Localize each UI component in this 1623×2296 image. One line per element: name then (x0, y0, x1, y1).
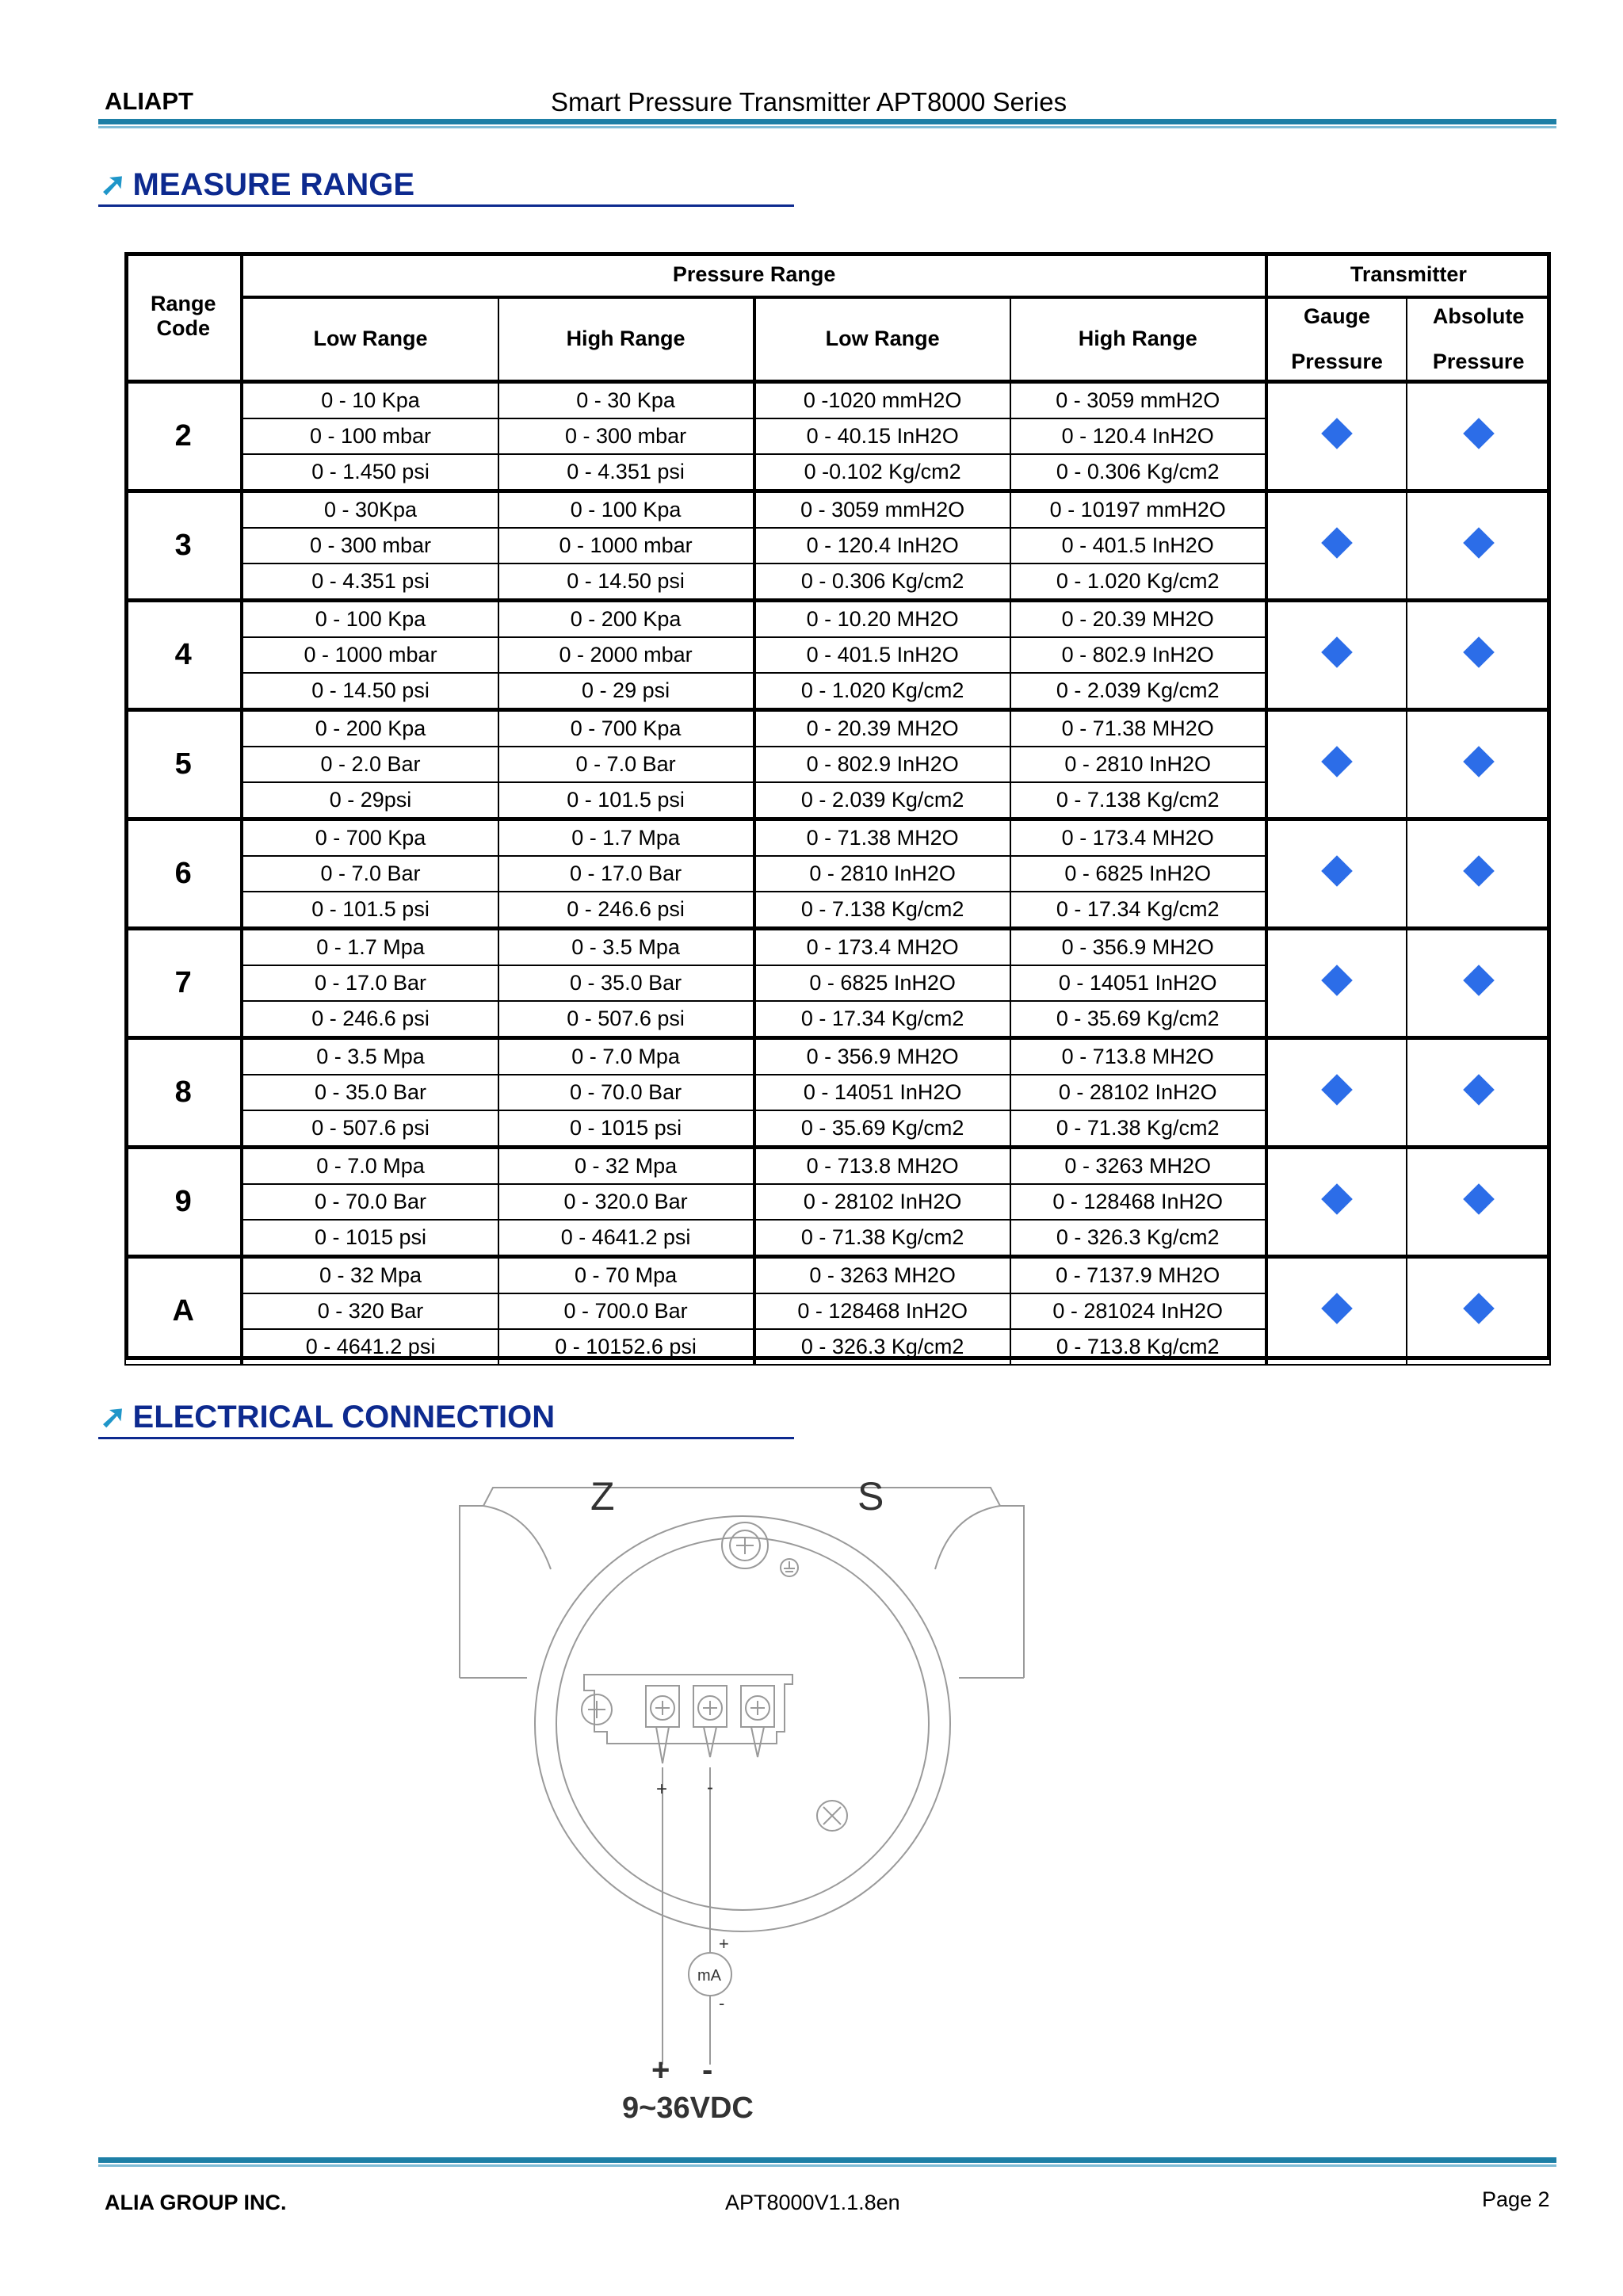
range-value-cell: 0 - 17.0 Bar (498, 856, 754, 892)
absolute-support-cell (1407, 1256, 1550, 1365)
range-value-cell: 0 - 28102 InH2O (1010, 1075, 1266, 1110)
diamond-icon (1463, 965, 1495, 996)
range-value-cell: 0 - 1.7 Mpa (498, 819, 754, 856)
range-value-cell: 0 - 128468 InH2O (754, 1293, 1010, 1329)
range-value-cell: 0 - 120.4 InH2O (754, 528, 1010, 563)
range-value-cell: 0 - 281024 InH2O (1010, 1293, 1266, 1329)
range-value-cell: 0 - 3059 mmH2O (754, 491, 1010, 528)
range-value-cell: 0 - 1000 mbar (242, 637, 498, 673)
gauge-support-cell (1266, 928, 1407, 1037)
range-value-cell: 0 - 35.0 Bar (242, 1075, 498, 1110)
range-value-cell: 0 - 300 mbar (498, 418, 754, 454)
gauge-support-cell (1266, 381, 1407, 491)
diamond-icon (1321, 418, 1353, 449)
section-underline (98, 204, 794, 207)
range-code-cell: 6 (125, 819, 242, 928)
range-value-cell: 0 - 10197 mmH2O (1010, 491, 1266, 528)
absolute-support-cell (1407, 928, 1550, 1037)
range-value-cell: 0 - 326.3 Kg/cm2 (1010, 1220, 1266, 1257)
range-value-cell: 0 - 20.39 MH2O (754, 709, 1010, 747)
range-value-cell: 0 - 128468 InH2O (1010, 1184, 1266, 1220)
range-value-cell: 0 - 32 Mpa (498, 1147, 754, 1184)
zero-adjust-label: Z (590, 1474, 615, 1519)
absolute-pressure-header: Absolute Pressure (1407, 297, 1550, 381)
range-value-cell: 0 - 1.020 Kg/cm2 (754, 673, 1010, 710)
range-value-cell: 0 - 700 Kpa (498, 709, 754, 747)
range-value-cell: 0 - 10152.6 psi (498, 1329, 754, 1365)
table-row (125, 381, 1550, 418)
range-value-cell: 0 - 17.34 Kg/cm2 (754, 1001, 1010, 1038)
arrow-icon: ➚ (100, 1400, 127, 1435)
range-value-cell: 0 - 35.0 Bar (498, 965, 754, 1001)
table-row (125, 1256, 1550, 1293)
absolute-support-cell (1407, 381, 1550, 491)
range-value-cell: 0 - 326.3 Kg/cm2 (754, 1329, 1010, 1365)
table-row (125, 928, 1550, 965)
range-value-cell: 0 - 1.450 psi (242, 454, 498, 491)
absolute-support-cell (1407, 819, 1550, 928)
range-value-cell: 0 - 7.138 Kg/cm2 (754, 892, 1010, 929)
range-code-cell: 7 (125, 928, 242, 1037)
range-value-cell: 0 - 200 Kpa (498, 600, 754, 637)
range-code-header: Range Code (125, 253, 242, 381)
gauge-support-cell (1266, 600, 1407, 709)
range-value-cell: 0 - 320 Bar (242, 1293, 498, 1329)
range-value-cell: 0 - 2810 InH2O (754, 856, 1010, 892)
section-underline (98, 1437, 794, 1439)
range-value-cell: 0 - 7.138 Kg/cm2 (1010, 782, 1266, 819)
range-value-cell: 0 - 101.5 psi (242, 892, 498, 929)
header-title: Smart Pressure Transmitter APT8000 Series (551, 87, 1067, 117)
range-value-cell: 0 - 120.4 InH2O (1010, 418, 1266, 454)
range-value-cell: 0 - 14.50 psi (498, 563, 754, 601)
range-code-cell: 5 (125, 709, 242, 819)
range-value-cell: 0 - 10.20 MH2O (754, 600, 1010, 637)
diamond-icon (1321, 636, 1353, 668)
supply-plus-label: + (651, 2053, 670, 2088)
range-value-cell: 0 - 700.0 Bar (498, 1293, 754, 1329)
range-value-cell: 0 - 17.34 Kg/cm2 (1010, 892, 1266, 929)
ammeter-plus-label: + (719, 1934, 729, 1954)
diamond-icon (1321, 1293, 1353, 1324)
range-value-cell: 0 - 71.38 Kg/cm2 (754, 1220, 1010, 1257)
range-value-cell: 0 - 4.351 psi (498, 454, 754, 491)
footer-rule (98, 2157, 1556, 2163)
arrow-icon: ➚ (100, 167, 127, 202)
range-value-cell: 0 - 7.0 Mpa (242, 1147, 498, 1184)
gauge-pressure-header: Gauge Pressure (1266, 297, 1407, 381)
range-value-cell: 0 - 32 Mpa (242, 1256, 498, 1293)
range-value-cell: 0 - 28102 InH2O (754, 1184, 1010, 1220)
range-value-cell: 0 - 246.6 psi (498, 892, 754, 929)
diamond-icon (1321, 1074, 1353, 1106)
range-value-cell: 0 - 10 Kpa (242, 381, 498, 418)
range-value-cell: 0 - 4641.2 psi (242, 1329, 498, 1365)
diamond-icon (1463, 527, 1495, 559)
range-value-cell: 0 - 14051 InH2O (754, 1075, 1010, 1110)
gauge-support-cell (1266, 709, 1407, 819)
range-value-cell: 0 - 101.5 psi (498, 782, 754, 819)
absolute-support-cell (1407, 600, 1550, 709)
gauge-support-cell (1266, 1037, 1407, 1147)
range-value-cell: 0 - 14.50 psi (242, 673, 498, 710)
diamond-icon (1463, 855, 1495, 887)
span-adjust-label: S (857, 1474, 884, 1519)
table-row (125, 1037, 1550, 1075)
high-range-header: High Range (498, 297, 754, 381)
range-value-cell: 0 - 30Kpa (242, 491, 498, 528)
range-value-cell: 0 - 3.5 Mpa (498, 928, 754, 965)
range-value-cell: 0 - 1.020 Kg/cm2 (1010, 563, 1266, 601)
range-value-cell: 0 - 3263 MH2O (754, 1256, 1010, 1293)
footer-rule-thin (98, 2164, 1556, 2167)
gauge-support-cell (1266, 1256, 1407, 1365)
diamond-icon (1463, 746, 1495, 777)
range-code-cell: 3 (125, 491, 242, 600)
absolute-support-cell (1407, 709, 1550, 819)
range-value-cell: 0 - 713.8 MH2O (1010, 1037, 1266, 1075)
gauge-support-cell (1266, 491, 1407, 600)
range-value-cell: 0 - 356.9 MH2O (754, 1037, 1010, 1075)
low-range-header: Low Range (754, 297, 1010, 381)
page-number: Page 2 (1482, 2187, 1550, 2211)
section-electrical-label: ELECTRICAL CONNECTION (132, 1399, 556, 1435)
range-value-cell: 0 - 173.4 MH2O (754, 928, 1010, 965)
range-value-cell: 0 - 71.38 Kg/cm2 (1010, 1110, 1266, 1148)
range-value-cell: 0 - 40.15 InH2O (754, 418, 1010, 454)
diamond-icon (1463, 418, 1495, 449)
range-value-cell: 0 -1020 mmH2O (754, 381, 1010, 418)
range-value-cell: 0 - 0.306 Kg/cm2 (754, 563, 1010, 601)
range-value-cell: 0 - 0.306 Kg/cm2 (1010, 454, 1266, 491)
table-row (125, 709, 1550, 747)
header-rule-thin (98, 126, 1556, 128)
section-measure-range-label: MEASURE RANGE (132, 166, 415, 202)
range-value-cell: 0 - 713.8 MH2O (754, 1147, 1010, 1184)
range-value-cell: 0 - 29 psi (498, 673, 754, 710)
range-value-cell: 0 - 14051 InH2O (1010, 965, 1266, 1001)
measure-range-table (124, 252, 1551, 1366)
diamond-icon (1463, 1183, 1495, 1215)
range-value-cell: 0 - 100 Kpa (242, 600, 498, 637)
range-value-cell: 0 - 7.0 Bar (242, 856, 498, 892)
range-code-cell: A (125, 1256, 242, 1365)
range-value-cell: 0 - 173.4 MH2O (1010, 819, 1266, 856)
table-row (125, 491, 1550, 528)
range-value-cell: 0 - 320.0 Bar (498, 1184, 754, 1220)
diamond-icon (1321, 855, 1353, 887)
absolute-support-cell (1407, 1037, 1550, 1147)
high-range-header: High Range (1010, 297, 1266, 381)
diamond-icon (1463, 1074, 1495, 1106)
range-value-cell: 0 - 1015 psi (242, 1220, 498, 1257)
table-row (125, 600, 1550, 637)
terminal-block (646, 1686, 774, 1763)
footer-doc-id: APT8000V1.1.8en (725, 2191, 900, 2214)
range-value-cell: 0 - 713.8 Kg/cm2 (1010, 1329, 1266, 1365)
range-value-cell: 0 - 7.0 Bar (498, 747, 754, 782)
range-code-cell: 4 (125, 600, 242, 709)
range-value-cell: 0 - 35.69 Kg/cm2 (754, 1110, 1010, 1148)
section-electrical (100, 1399, 555, 1435)
header-brand: ALIAPT (105, 87, 193, 115)
range-value-cell: 0 - 29psi (242, 782, 498, 819)
section-measure-range (100, 166, 414, 203)
range-value-cell: 0 - 4.351 psi (242, 563, 498, 601)
range-value-cell: 0 - 3059 mmH2O (1010, 381, 1266, 418)
range-value-cell: 0 - 356.9 MH2O (1010, 928, 1266, 965)
range-value-cell: 0 - 6825 InH2O (1010, 856, 1266, 892)
range-value-cell: 0 - 35.69 Kg/cm2 (1010, 1001, 1266, 1038)
range-value-cell: 0 - 6825 InH2O (754, 965, 1010, 1001)
range-value-cell: 0 - 100 Kpa (498, 491, 754, 528)
range-code-cell: 8 (125, 1037, 242, 1147)
range-code-cell: 9 (125, 1147, 242, 1256)
range-value-cell: 0 - 70.0 Bar (498, 1075, 754, 1110)
range-value-cell: 0 - 7.0 Mpa (498, 1037, 754, 1075)
header-rule (98, 119, 1556, 124)
range-value-cell: 0 - 3263 MH2O (1010, 1147, 1266, 1184)
range-value-cell: 0 - 2810 InH2O (1010, 747, 1266, 782)
range-value-cell: 0 - 2000 mbar (498, 637, 754, 673)
wiring-diagram (452, 1470, 1054, 2120)
supply-voltage-label: 9~36VDC (622, 2092, 754, 2120)
diamond-icon (1321, 746, 1353, 777)
range-value-cell: 0 - 2.039 Kg/cm2 (1010, 673, 1266, 710)
diamond-icon (1321, 965, 1353, 996)
range-value-cell: 0 - 700 Kpa (242, 819, 498, 856)
absolute-support-cell (1407, 1147, 1550, 1256)
diamond-icon (1463, 636, 1495, 668)
range-value-cell: 0 - 507.6 psi (498, 1001, 754, 1038)
terminal-minus-label: - (707, 1777, 713, 1798)
table-row (125, 1147, 1550, 1184)
supply-minus-label: - (702, 2053, 713, 2088)
range-value-cell: 0 -0.102 Kg/cm2 (754, 454, 1010, 491)
gauge-support-cell (1266, 819, 1407, 928)
range-value-cell: 0 - 300 mbar (242, 528, 498, 563)
range-value-cell: 0 - 1.7 Mpa (242, 928, 498, 965)
range-value-cell: 0 - 2.039 Kg/cm2 (754, 782, 1010, 819)
range-value-cell: 0 - 2.0 Bar (242, 747, 498, 782)
ammeter-label: mA (697, 1967, 721, 1985)
range-value-cell: 0 - 1015 psi (498, 1110, 754, 1148)
range-value-cell: 0 - 71.38 MH2O (754, 819, 1010, 856)
diamond-icon (1321, 1183, 1353, 1215)
range-value-cell: 0 - 70.0 Bar (242, 1184, 498, 1220)
footer-company: ALIA GROUP INC. (105, 2191, 287, 2214)
range-value-cell: 0 - 246.6 psi (242, 1001, 498, 1038)
low-range-header: Low Range (242, 297, 498, 381)
range-value-cell: 0 - 20.39 MH2O (1010, 600, 1266, 637)
pressure-range-header: Pressure Range (242, 253, 1266, 297)
terminal-plus-label: + (656, 1778, 668, 1800)
range-value-cell: 0 - 200 Kpa (242, 709, 498, 747)
range-value-cell: 0 - 401.5 InH2O (754, 637, 1010, 673)
range-value-cell: 0 - 100 mbar (242, 418, 498, 454)
diamond-icon (1463, 1293, 1495, 1324)
range-value-cell: 0 - 70 Mpa (498, 1256, 754, 1293)
range-value-cell: 0 - 4641.2 psi (498, 1220, 754, 1257)
range-value-cell: 0 - 401.5 InH2O (1010, 528, 1266, 563)
range-value-cell: 0 - 802.9 InH2O (1010, 637, 1266, 673)
table-row (125, 819, 1550, 856)
transmitter-header: Transmitter (1266, 253, 1550, 297)
range-value-cell: 0 - 30 Kpa (498, 381, 754, 418)
absolute-support-cell (1407, 491, 1550, 600)
range-value-cell: 0 - 3.5 Mpa (242, 1037, 498, 1075)
range-value-cell: 0 - 1000 mbar (498, 528, 754, 563)
range-value-cell: 0 - 17.0 Bar (242, 965, 498, 1001)
ammeter-minus-label: - (719, 1993, 725, 2013)
range-value-cell: 0 - 71.38 MH2O (1010, 709, 1266, 747)
range-value-cell: 0 - 507.6 psi (242, 1110, 498, 1148)
range-code-cell: 2 (125, 381, 242, 491)
range-value-cell: 0 - 7137.9 MH2O (1010, 1256, 1266, 1293)
gauge-support-cell (1266, 1147, 1407, 1256)
diamond-icon (1321, 527, 1353, 559)
range-value-cell: 0 - 802.9 InH2O (754, 747, 1010, 782)
